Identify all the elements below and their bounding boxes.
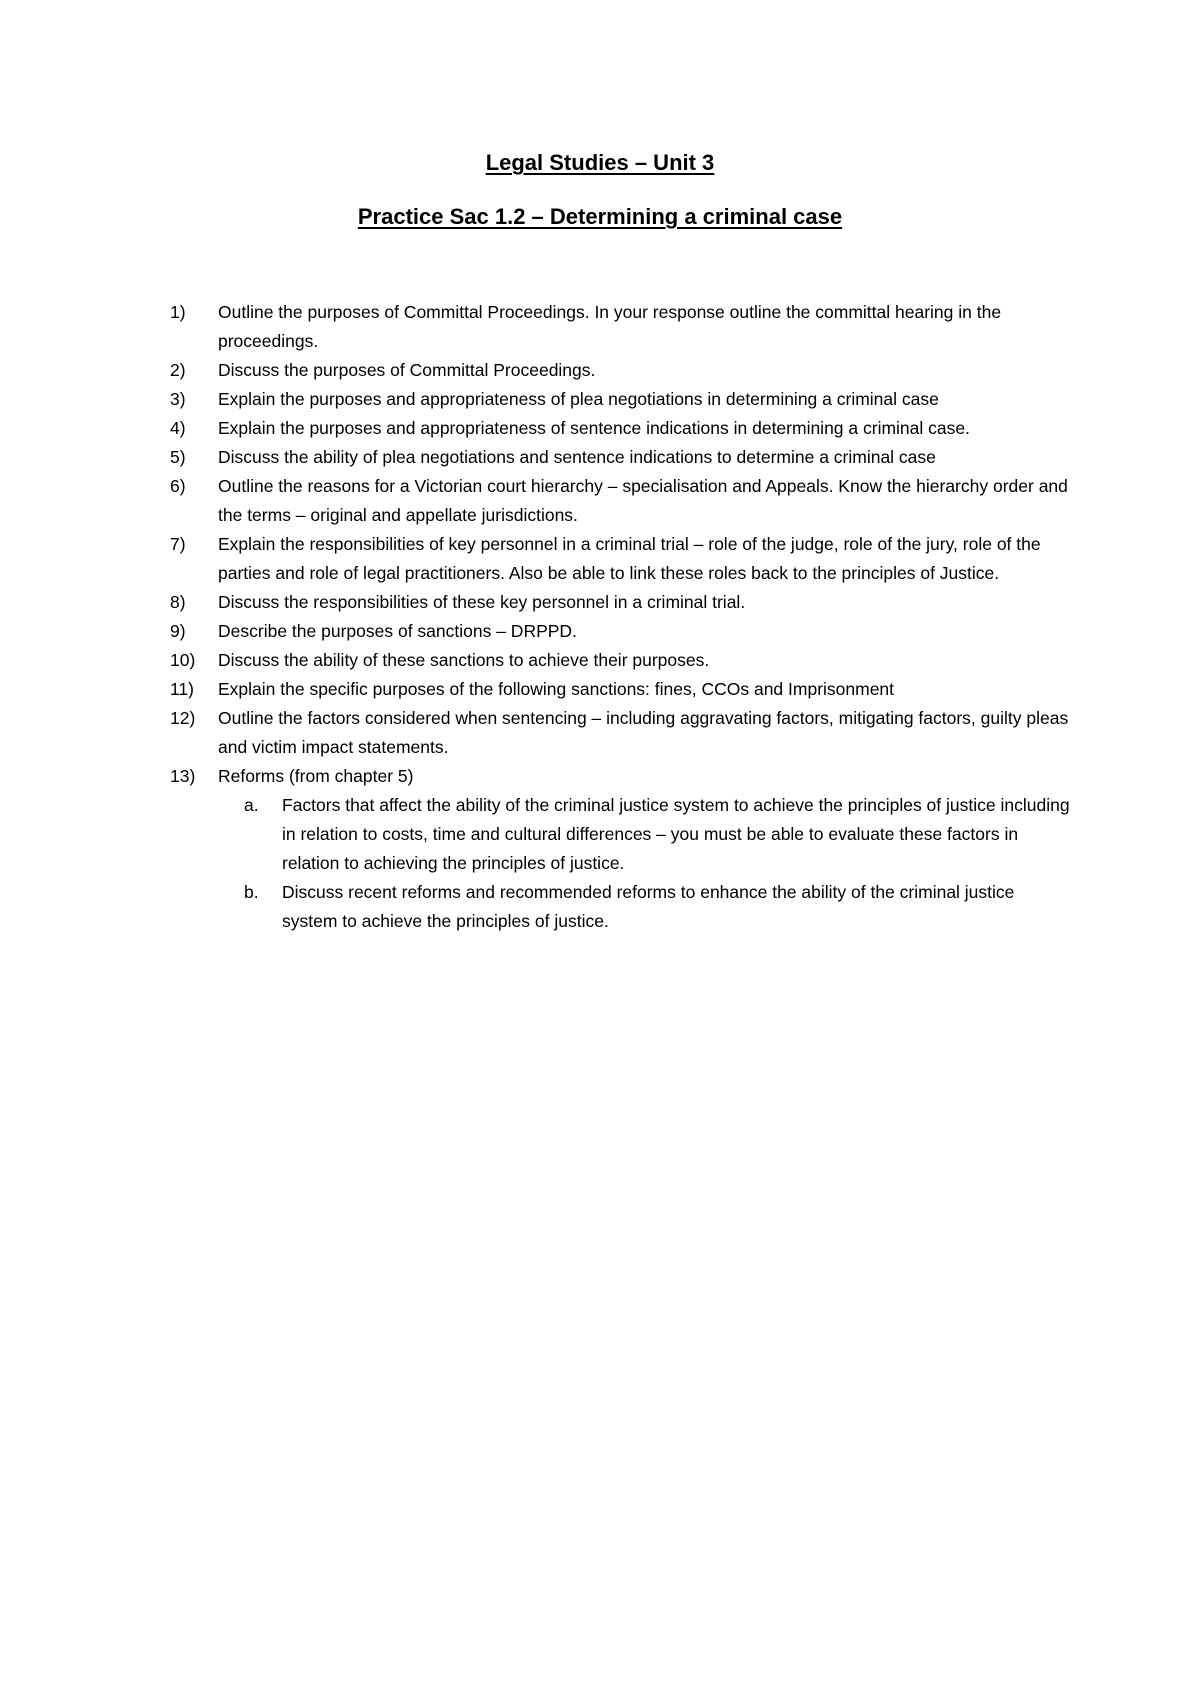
question-number: 7) — [170, 534, 186, 554]
question-list — [170, 298, 1070, 936]
question-number: 4) — [170, 418, 186, 438]
question-number: 1) — [170, 302, 186, 322]
list-item — [170, 414, 1070, 443]
question-number: 10) — [170, 650, 196, 670]
question-text: Discuss the purposes of Committal Proceedings. — [218, 360, 596, 380]
document-title: Legal Studies – Unit 3 — [485, 150, 715, 175]
list-item — [170, 385, 1070, 414]
subitem-text: Factors that affect the ability of the criminal justice system to achieve the principles of justice including in relation to costs, time and cultural differences – you must be able to evaluate these factors in relation to achieving the principles of justice. — [282, 795, 1070, 873]
question-number: 5) — [170, 447, 186, 467]
question-text: Outline the factors considered when sentencing – including aggravating factors, mitigating factors, guilty pleas and victim impact statements. — [218, 708, 1069, 757]
question-number: 9) — [170, 621, 186, 641]
list-item — [170, 762, 1070, 791]
question-number: 8) — [170, 592, 186, 612]
question-text: Explain the specific purposes of the following sanctions: fines, CCOs and Imprisonment — [218, 679, 895, 699]
list-item — [170, 646, 1070, 675]
list-item — [170, 443, 1070, 472]
question-text: Explain the purposes and appropriateness of plea negotiations in determining a criminal case — [218, 389, 939, 409]
question-number: 12) — [170, 708, 196, 728]
list-item — [170, 298, 1070, 356]
list-item — [244, 791, 1070, 878]
question-text: Explain the responsibilities of key personnel in a criminal trial – role of the judge, role of the jury, role of the parties and role of legal practitioners. Also be able to link these roles back to the principles of Justice. — [218, 534, 1041, 583]
subitem-text: Discuss recent reforms and recommended reforms to enhance the ability of the criminal justice system to achieve the principles of justice. — [282, 882, 1015, 931]
list-item — [170, 704, 1070, 762]
question-number: 3) — [170, 389, 186, 409]
list-item — [170, 617, 1070, 646]
list-item — [170, 472, 1070, 530]
sublist-container — [170, 791, 1070, 936]
question-number: 2) — [170, 360, 186, 380]
question-number: 13) — [170, 766, 196, 786]
document-subtitle: Practice Sac 1.2 – Determining a criminal case — [357, 204, 843, 229]
list-item — [170, 588, 1070, 617]
question-text — [218, 762, 1070, 791]
question-number: 11) — [170, 679, 194, 699]
subitem-letter: a. — [244, 795, 259, 815]
question-text: Explain the purposes and appropriateness of sentence indications in determining a criminal case. — [218, 418, 970, 438]
question-text: Discuss the ability of these sanctions to achieve their purposes. — [218, 650, 710, 670]
question-text: Outline the purposes of Committal Proceedings. In your response outline the committal hearing in the proceedings. — [218, 302, 1002, 351]
reforms-sublist — [244, 791, 1070, 936]
list-item — [170, 356, 1070, 385]
question-13-heading: Reforms (from chapter 5) — [218, 766, 414, 786]
question-number: 6) — [170, 476, 186, 496]
list-item — [170, 675, 1070, 704]
subitem-letter: b. — [244, 882, 259, 902]
list-item — [244, 878, 1070, 936]
question-text: Discuss the responsibilities of these key personnel in a criminal trial. — [218, 592, 746, 612]
question-text: Outline the reasons for a Victorian court hierarchy – specialisation and Appeals. Know the hierarchy order and the terms – original and appellate jurisdictions. — [218, 476, 1068, 525]
question-text: Discuss the ability of plea negotiations and sentence indications to determine a criminal case — [218, 447, 936, 467]
list-item — [170, 530, 1070, 588]
question-text: Describe the purposes of sanctions – DRPPD. — [218, 621, 577, 641]
